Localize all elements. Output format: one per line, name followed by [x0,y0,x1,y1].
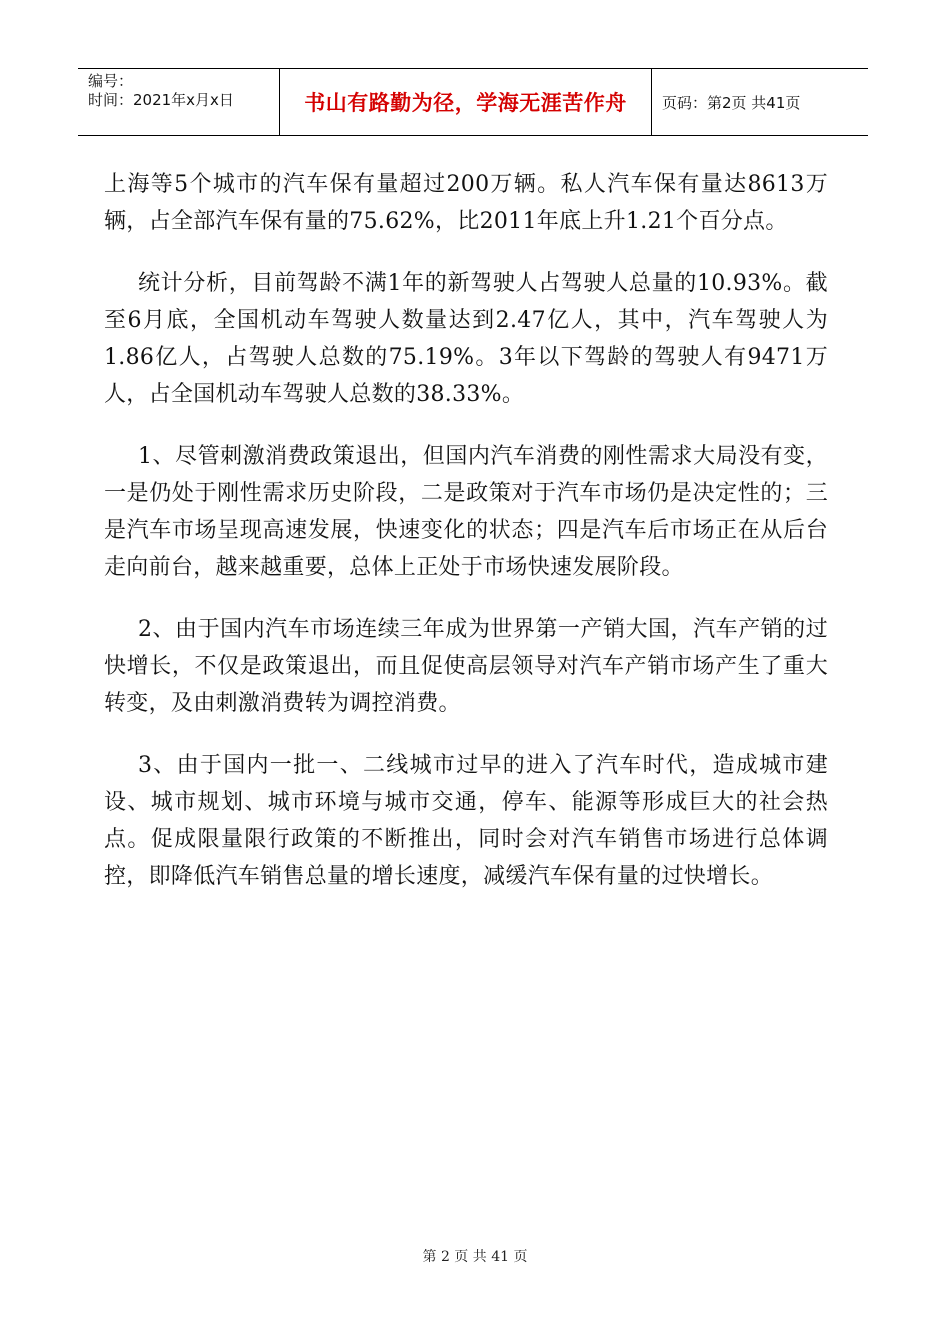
page-footer [0,1246,950,1266]
paragraph-point-1: 1、尽管刺激消费政策退出，但国内汽车消费的刚性需求大局没有变，一是仍处于刚性需求历史阶段，二是政策对于汽车市场仍是决定性的；三是汽车市场呈现高速发展，快速变化的状态；四是汽车后市场正在从后台走向前台，越来越重要，总体上正处于市场快速发展阶段。 [104,444,828,580]
paragraph-point-3: 3、由于国内一批一、二线城市过早的进入了汽车时代，造成城市建设、城市规划、城市环境与城市交通，停车、能源等形成巨大的社会热点。促成限量限行政策的不断推出，同时会对汽车销售市场进行总体调控，即降低汽车销售总量的增长速度，减缓汽车保有量的过快增长。 [104,753,828,889]
paragraph-statistics: 统计分析，目前驾龄不满1年的新驾驶人占驾驶人总量的10.93%。截至6月底，全国机动车驾驶人数量达到2.47亿人，其中，汽车驾驶人为1.86亿人，占驾驶人总数的75.19%。3年以下驾龄的驾驶人有9471万人，占全国机动车驾驶人总数的38.33%。 [104,271,828,407]
footer-page-number: 第 2 页 共 41 页 [422,1249,528,1265]
date-label: 时间：2021年x月x日 [88,91,234,109]
page-header [78,68,868,136]
page-info: 页码：第2页 共41页 [662,93,801,112]
motto: 书山有路勤为径，学海无涯苦作舟 [304,91,627,115]
paragraph-point-2: 2、由于国内汽车市场连续三年成为世界第一产销大国，汽车产销的过快增长，不仅是政策退出，而且促使高层领导对汽车产销市场产生了重大转变，及由刺激消费转为调控消费。 [104,617,828,716]
document-body [104,166,828,920]
header-motto-cell [280,69,652,135]
serial-number-label: 编号： [88,72,134,90]
header-page-info-cell [652,69,868,135]
paragraph-continuation: 上海等5个城市的汽车保有量超过200万辆。私人汽车保有量达8613万辆，占全部汽车保有量的75.62%，比2011年底上升1.21个百分点。 [104,172,828,234]
header-meta [78,69,280,135]
